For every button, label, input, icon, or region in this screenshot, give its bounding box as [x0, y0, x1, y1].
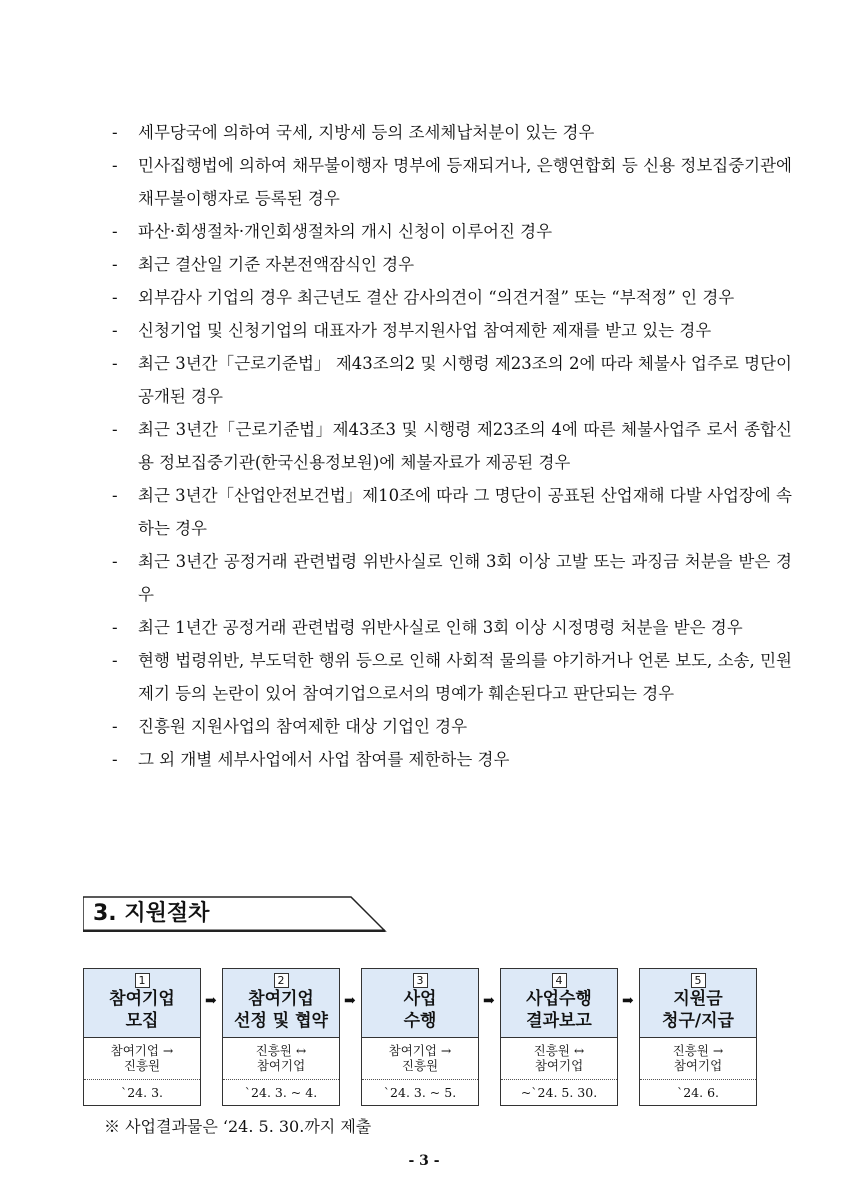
bullet-marker: - — [112, 354, 118, 373]
bullet-marker: - — [112, 651, 118, 670]
step-party-line: 진흥원 — [401, 1058, 439, 1073]
step-title: 수행 — [403, 1011, 437, 1031]
step-number: 4 — [552, 973, 567, 988]
step-party-line: 참여기업 — [256, 1058, 306, 1073]
list-item-text: 외부감사 기업의 경우 최근년도 결산 감사의견이 “의견거절” 또는 “부적정” 인 경우 — [138, 288, 735, 307]
process-step — [222, 968, 340, 1106]
list-item-text: 최근 결산일 기준 자본전액잠식인 경우 — [138, 255, 415, 274]
list-item-text: 세무당국에 의하여 국세, 지방세 등의 조세체납처분이 있는 경우 — [138, 123, 595, 142]
step-date: `24. 3. ~ 5. — [383, 1085, 457, 1100]
step-parties — [501, 1038, 617, 1080]
arrow-right-icon: ➡ — [483, 993, 495, 1009]
step-party-line: 진흥원 ↔ — [533, 1043, 585, 1058]
list-item-text: 최근 3년간「산업안전보건법」제10조에 따라 그 명단이 공표된 산업재해 다발 사업장에 속하는 경우 — [138, 486, 792, 538]
list-item — [112, 215, 792, 248]
step-title: 결과보고 — [526, 1011, 592, 1031]
page-number: - 3 - — [408, 1153, 440, 1169]
list-item-text: 최근 3년간「근로기준법」제43조3 및 시행령 제23조의 4에 따른 체불사업주 로서 종합신용 정보집중기관(한국신용정보원)에 체불자료가 제공된 경우 — [138, 420, 792, 472]
step-date: `24. 6. — [676, 1085, 720, 1100]
step-number: 1 — [135, 973, 150, 988]
list-item-text: 민사집행법에 의하여 채무불이행자 명부에 등재되거나, 은행연합회 등 신용 정보집중기관에 채무불이행자로 등록된 경우 — [138, 156, 792, 208]
list-item — [112, 710, 792, 743]
step-parties — [362, 1038, 478, 1080]
arrow-right-icon: ➡ — [622, 993, 634, 1009]
step-party-line: 참여기업 — [534, 1058, 584, 1073]
step-parties — [84, 1038, 200, 1080]
process-step — [639, 968, 757, 1106]
step-header — [501, 969, 617, 1038]
step-title: 모집 — [125, 1011, 159, 1031]
submission-note: ※ 사업결과물은 ‘24. 5. 30.까지 제출 — [104, 1117, 372, 1136]
step-party-line: 참여기업 — [673, 1058, 723, 1073]
list-item — [112, 347, 792, 413]
step-title: 참여기업 — [109, 989, 175, 1009]
step-party-line: 진흥원 — [123, 1058, 161, 1073]
bullet-marker: - — [112, 618, 118, 637]
list-item — [112, 545, 792, 611]
list-item — [112, 281, 792, 314]
process-step — [361, 968, 479, 1106]
list-item-text: 그 외 개별 세부사업에서 사업 참여를 제한하는 경우 — [138, 750, 510, 769]
bullet-marker: - — [112, 420, 118, 439]
process-step — [500, 968, 618, 1106]
bullet-marker: - — [112, 255, 118, 274]
bullet-marker: - — [112, 288, 118, 307]
step-header — [84, 969, 200, 1038]
step-header — [640, 969, 756, 1038]
step-date: `24. 3. ~ 4. — [244, 1085, 318, 1100]
list-item — [112, 413, 792, 479]
list-item — [112, 644, 792, 710]
list-item — [112, 248, 792, 281]
step-party-line: 참여기업 → — [388, 1043, 452, 1058]
step-title: 청구/지급 — [662, 1011, 734, 1031]
section-title: 3. 지원절차 — [93, 901, 210, 926]
step-date: ~`24. 5. 30. — [520, 1085, 598, 1100]
step-title: 사업수행 — [526, 989, 592, 1009]
section-header — [83, 896, 387, 932]
process-step — [83, 968, 201, 1106]
list-item-text: 최근 3년간「근로기준법」 제43조의2 및 시행령 제23조의 2에 따라 체불사 업주로 명단이 공개된 경우 — [138, 354, 792, 406]
step-title: 참여기업 — [248, 989, 314, 1009]
step-number: 3 — [413, 973, 428, 988]
list-item — [112, 479, 792, 545]
list-item-text: 신청기업 및 신청기업의 대표자가 정부지원사업 참여제한 제재를 받고 있는 경우 — [138, 321, 712, 340]
arrow-right-icon: ➡ — [205, 993, 217, 1009]
bullet-marker: - — [112, 552, 118, 571]
list-item — [112, 314, 792, 347]
bullet-marker: - — [112, 486, 118, 505]
step-header — [362, 969, 478, 1038]
bullet-marker: - — [112, 321, 118, 340]
step-number: 5 — [691, 973, 706, 988]
arrow-right-icon: ➡ — [344, 993, 356, 1009]
bullet-marker: - — [112, 123, 118, 142]
step-party-line: 참여기업 → — [110, 1043, 174, 1058]
step-party-line: 진흥원 ↔ — [255, 1043, 307, 1058]
process-flow — [83, 968, 758, 1108]
list-item — [112, 116, 792, 149]
bullet-marker: - — [112, 750, 118, 769]
list-item-text: 최근 3년간 공정거래 관련법령 위반사실로 인해 3회 이상 고발 또는 과징금 처분을 받은 경우 — [138, 552, 792, 604]
list-item-text: 진흥원 지원사업의 참여제한 대상 기업인 경우 — [138, 717, 468, 736]
step-party-line: 진흥원 → — [672, 1043, 724, 1058]
bullet-marker: - — [112, 156, 118, 175]
list-item — [112, 743, 792, 776]
bullet-marker: - — [112, 717, 118, 736]
list-item-text: 현행 법령위반, 부도덕한 행위 등으로 인해 사회적 물의를 야기하거나 언론 보도, 소송, 민원제기 등의 논란이 있어 참여기업으로서의 명예가 훼손된다고 판단되는 경우 — [138, 651, 792, 703]
restriction-list — [112, 116, 792, 776]
step-header — [223, 969, 339, 1038]
list-item — [112, 611, 792, 644]
step-parties — [223, 1038, 339, 1080]
list-item-text: 최근 1년간 공정거래 관련법령 위반사실로 인해 3회 이상 시정명령 처분을 받은 경우 — [138, 618, 743, 637]
list-item-text: 파산·회생절차·개인회생절차의 개시 신청이 이루어진 경우 — [138, 222, 553, 241]
bullet-marker: - — [112, 222, 118, 241]
step-title: 지원금 — [673, 989, 723, 1009]
list-item — [112, 149, 792, 215]
step-date: `24. 3. — [120, 1085, 164, 1100]
step-parties — [640, 1038, 756, 1080]
step-title: 선정 및 협약 — [234, 1011, 328, 1031]
step-number: 2 — [274, 973, 289, 988]
step-title: 사업 — [403, 989, 437, 1009]
